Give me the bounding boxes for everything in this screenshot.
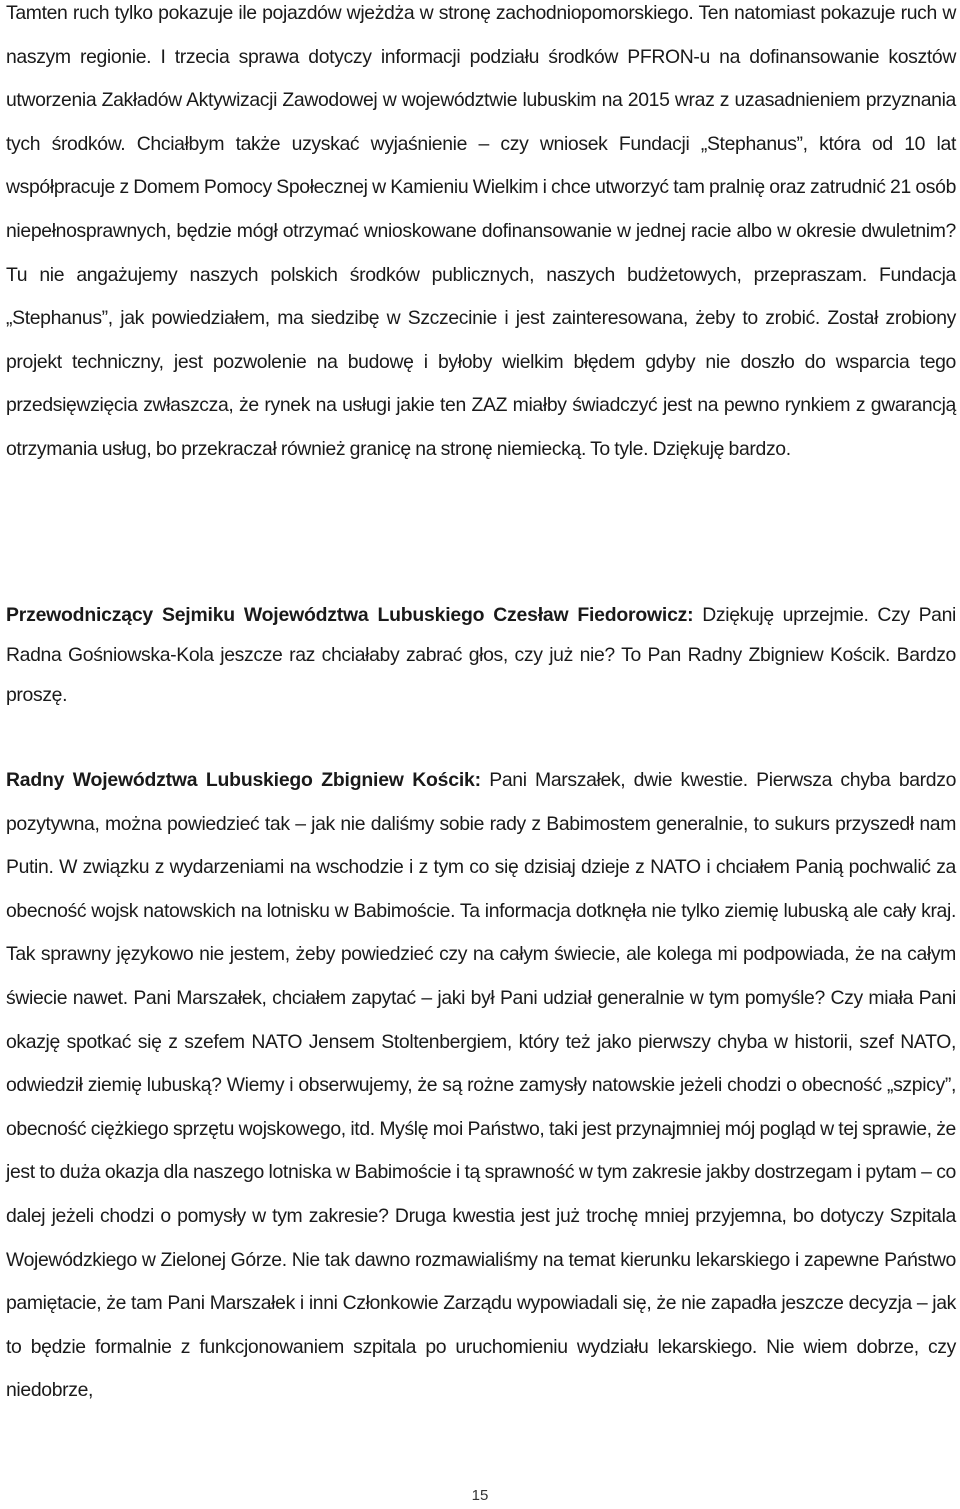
paragraph-continuation: Tamten ruch tylko pokazuje ile pojazdów wjeżdża w stronę zachodniopomorskiego. Ten natomiast pokazuje ruch w naszym regionie. I trzecia sprawa dotyczy informacji podziału środków PFRON-u na dofinansowanie kosztów utworzenia Zakładów Aktywizacji Zawodowej w województwie lubuskim na 2015 wraz z uzasadnieniem przyznania tych środków. Chciałbym także uzyskać wyjaśnienie – czy wniosek Fundacji „Stephanus”, która od 10 lat współpracuje z Domem Pomocy Społecznej w Kamieniu Wielkim i chce utworzyć tam pralnię oraz zatrudnić 21 osób niepełnosprawnych, będzie mógł otrzymać wnioskowane dofinansowanie w jednej racie albo w okresie dwuletnim? Tu nie angażujemy naszych polskich środków publicznych, naszych budżetowych, przepraszam. Fundacja „Stephanus”, jak powiedziałem, ma siedzibę w Szczecinie i jest zainteresowana, żeby to zrobić. Został zrobiony projekt techniczny, jest pozwolenie na budowę i byłoby wielkim błędem gdyby nie doszło do wsparcia tego przedsięwzięcia zwłaszcza, że rynek na usługi jakie ten ZAZ miałby świadczyć jest na pewno rynkiem z gwarancją otrzymania usług, bo przekraczał również granicę na stronę niemiecką. To tyle. Dziękuję bardzo. <box>6 2 956 460</box>
speaker-name: Przewodniczący Sejmiku Województwa Lubuskiego Czesław Fiedorowicz: <box>6 604 694 626</box>
statement-text: Dziękuję uprzejmie. Czy Pani Radna Gośniowska-Kola jeszcze raz chciałaby zabrać głos, czy już nie? To Pan Radny Zbigniew Kościk. Bardzo proszę. <box>6 604 957 706</box>
statement-text: Pani Marszałek, dwie kwestie. Pierwsza chyba bardzo pozytywna, można powiedzieć tak – jak nie daliśmy sobie rady z Babimostem generalnie, to sukurs przyszedł nam Putin. W związku z wydarzeniami na wschodzie i z tym co się dzisiaj dzieje z NATO i chciałem Panią pochwalić za obecność wojsk natowskich na lotnisku w Babimoście. Ta informacja dotknęła nie tylko ziemię lubuską ale cały kraj. Tak sprawny językowo nie jestem, żeby powiedzieć czy na całym świecie, ale kolega mi podpowiada, że na całym świecie nawet. Pani Marszałek, chciałem zapytać – jaki był Pani udział generalnie w tym pomyśle? Czy miała Pani okazję spotkać się z szefem NATO Jensem Stoltenbergiem, który też jako pierwszy chyba w historii, szef NATO, odwiedził ziemię lubuską? Wiemy i obserwujemy, że są rożne zamysły natowskie jeżeli chodzi o obecność „szpicy”, obecność ciężkiego sprzętu wojskowego, itd. Myślę moi Państwo, taki jest przynajmniej mój pogląd w tej sprawie, że jest to duża okazja dla naszego lotniska w Babimoście i tą sprawność w tym zakresie jakby dostrzegam i pytam – co dalej jeżeli chodzi o pomysły w tym zakresie? Druga kwestia jest już trochę mniej przyjemna, bo dotyczy Szpitala Wojewódzkiego w Zielonej Górze. Nie tak dawno rozmawialiśmy na temat kierunku lekarskiego i zapewne Państwo pamiętacie, że tam Pani Marszałek i inni Członkowie Zarządu wypowiadali się, że nie zapadła jeszcze decyzja – jak to będzie formalnie z funkcjonowaniem szpitala po uruchomieniu wydziału lekarskiego. Nie wiem dobrze, czy niedobrze, <box>6 769 957 1402</box>
paragraph-councillor-statement <box>6 759 956 1413</box>
paragraph-chairman-statement <box>6 595 956 715</box>
speaker-name: Radny Województwa Lubuskiego Zbigniew Kościk: <box>6 769 481 791</box>
page-number: 15 <box>471 1487 489 1504</box>
